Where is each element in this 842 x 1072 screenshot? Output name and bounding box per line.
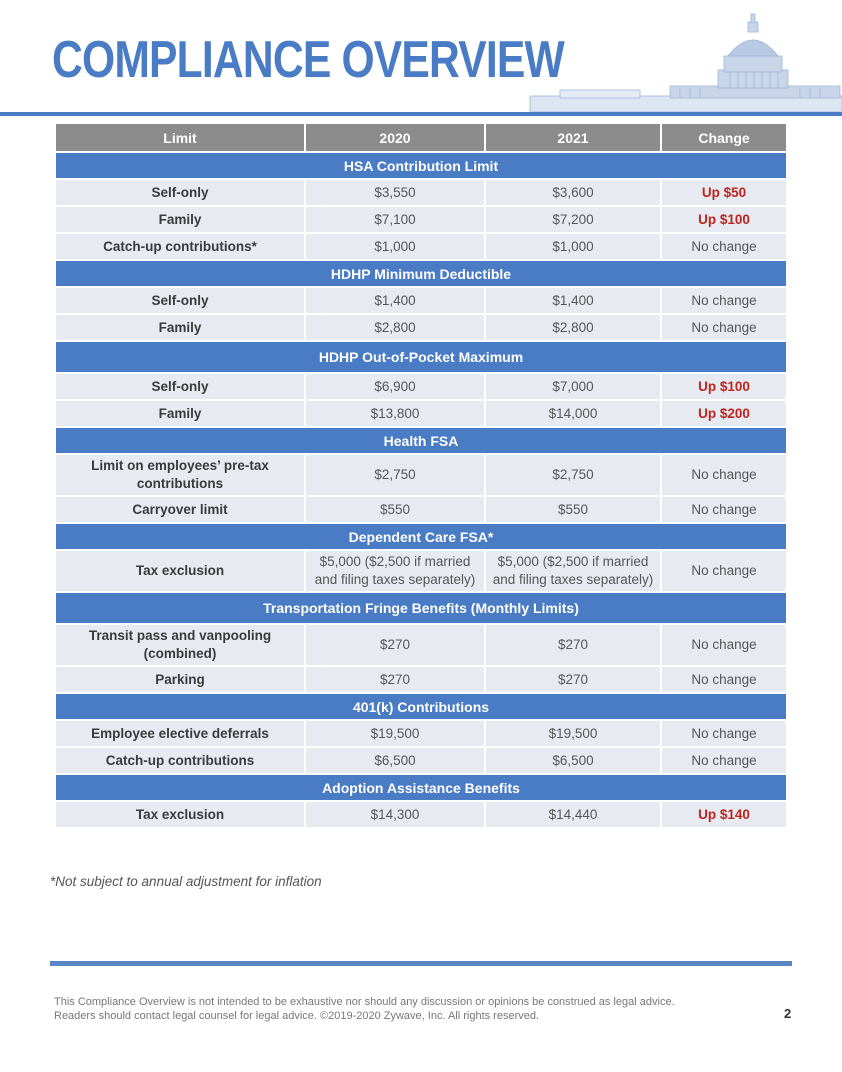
- row-label: Parking: [56, 667, 304, 692]
- table-row: [56, 625, 786, 665]
- compliance-table: [54, 122, 788, 829]
- value-2021: $1,400: [486, 288, 660, 313]
- value-2020: $270: [306, 625, 484, 665]
- section-title: Health FSA: [56, 428, 786, 453]
- change-value: Up $50: [662, 180, 786, 205]
- row-label: Self-only: [56, 180, 304, 205]
- value-2020: $6,500: [306, 748, 484, 773]
- value-2020: $7,100: [306, 207, 484, 232]
- value-2021: $7,200: [486, 207, 660, 232]
- row-label: Self-only: [56, 374, 304, 399]
- footer-rule: [50, 961, 792, 966]
- change-value: No change: [662, 497, 786, 522]
- column-header-2021: 2021: [486, 124, 660, 151]
- row-label: Catch-up contributions*: [56, 234, 304, 259]
- table-row: [56, 207, 786, 232]
- table-row: [56, 551, 786, 591]
- row-label: Catch-up contributions: [56, 748, 304, 773]
- value-2021: $270: [486, 625, 660, 665]
- value-2021: $2,750: [486, 455, 660, 495]
- value-2021: $6,500: [486, 748, 660, 773]
- change-value: No change: [662, 315, 786, 340]
- value-2021: $3,600: [486, 180, 660, 205]
- change-value: No change: [662, 551, 786, 591]
- value-2020: $1,400: [306, 288, 484, 313]
- value-2021: $270: [486, 667, 660, 692]
- capitol-building-icon: [500, 12, 842, 114]
- value-2021: $550: [486, 497, 660, 522]
- section-header: [56, 428, 786, 453]
- footer-disclaimer: This Compliance Overview is not intended to be exhaustive nor should any discussion or opinions be construed as legal advice. Readers should contact legal counsel for legal advice. ©2019-2020 Zywave, Inc. All rights reserved.: [54, 996, 675, 1022]
- section-header: [56, 342, 786, 372]
- table-row: [56, 802, 786, 827]
- value-2020: $550: [306, 497, 484, 522]
- value-2020: $14,300: [306, 802, 484, 827]
- section-title: Adoption Assistance Benefits: [56, 775, 786, 800]
- value-2021: $2,800: [486, 315, 660, 340]
- table-row: [56, 234, 786, 259]
- section-title: HDHP Out-of-Pocket Maximum: [56, 342, 786, 372]
- row-label: Family: [56, 207, 304, 232]
- value-2021: $5,000 ($2,500 if married and filing taxes separately): [486, 551, 660, 591]
- value-2020: $13,800: [306, 401, 484, 426]
- column-header-limit: Limit: [56, 124, 304, 151]
- change-value: Up $200: [662, 401, 786, 426]
- section-header: [56, 694, 786, 719]
- header-rule: [0, 112, 842, 116]
- table-row: [56, 497, 786, 522]
- value-2020: $1,000: [306, 234, 484, 259]
- change-value: No change: [662, 667, 786, 692]
- row-label: Transit pass and vanpooling (combined): [56, 625, 304, 665]
- change-value: Up $100: [662, 374, 786, 399]
- value-2020: $2,750: [306, 455, 484, 495]
- table-row: [56, 667, 786, 692]
- change-value: Up $140: [662, 802, 786, 827]
- table-row: [56, 748, 786, 773]
- table-row: [56, 401, 786, 426]
- page-title: COMPLIANCE OVERVIEW: [52, 31, 564, 89]
- value-2021: $19,500: [486, 721, 660, 746]
- section-header: [56, 593, 786, 623]
- change-value: No change: [662, 288, 786, 313]
- row-label: Limit on employees’ pre-tax contributions: [56, 455, 304, 495]
- section-header: [56, 261, 786, 286]
- table-row: [56, 288, 786, 313]
- change-value: No change: [662, 721, 786, 746]
- value-2020: $270: [306, 667, 484, 692]
- change-value: No change: [662, 234, 786, 259]
- row-label: Carryover limit: [56, 497, 304, 522]
- footnote: *Not subject to annual adjustment for inflation: [50, 874, 322, 889]
- change-value: No change: [662, 455, 786, 495]
- value-2021: $1,000: [486, 234, 660, 259]
- table-row: [56, 315, 786, 340]
- section-title: Dependent Care FSA*: [56, 524, 786, 549]
- table-row: [56, 180, 786, 205]
- section-title: HDHP Minimum Deductible: [56, 261, 786, 286]
- value-2020: $19,500: [306, 721, 484, 746]
- section-header: [56, 524, 786, 549]
- table-row: [56, 721, 786, 746]
- value-2020: $2,800: [306, 315, 484, 340]
- section-header: [56, 775, 786, 800]
- section-header: [56, 153, 786, 178]
- change-value: No change: [662, 625, 786, 665]
- table-row: [56, 374, 786, 399]
- value-2020: $6,900: [306, 374, 484, 399]
- section-title: Transportation Fringe Benefits (Monthly Limits): [56, 593, 786, 623]
- table-header-row: [56, 124, 786, 151]
- value-2020: $5,000 ($2,500 if married and filing taxes separately): [306, 551, 484, 591]
- column-header-change: Change: [662, 124, 786, 151]
- value-2021: $14,000: [486, 401, 660, 426]
- row-label: Tax exclusion: [56, 802, 304, 827]
- value-2021: $7,000: [486, 374, 660, 399]
- column-header-2020: 2020: [306, 124, 484, 151]
- value-2020: $3,550: [306, 180, 484, 205]
- value-2021: $14,440: [486, 802, 660, 827]
- row-label: Self-only: [56, 288, 304, 313]
- table-row: [56, 455, 786, 495]
- row-label: Tax exclusion: [56, 551, 304, 591]
- row-label: Employee elective deferrals: [56, 721, 304, 746]
- change-value: No change: [662, 748, 786, 773]
- row-label: Family: [56, 401, 304, 426]
- change-value: Up $100: [662, 207, 786, 232]
- row-label: Family: [56, 315, 304, 340]
- page-number: 2: [784, 1006, 792, 1021]
- section-title: HSA Contribution Limit: [56, 153, 786, 178]
- section-title: 401(k) Contributions: [56, 694, 786, 719]
